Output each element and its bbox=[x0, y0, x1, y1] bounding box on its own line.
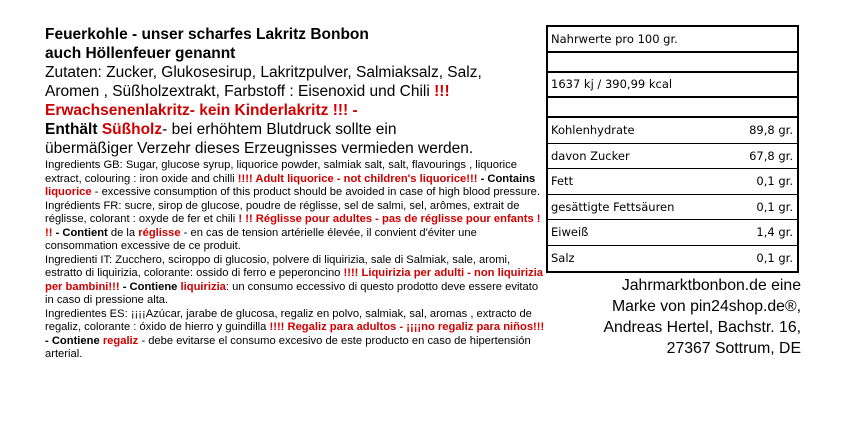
de-ingredients-1: Zutaten: Zucker, Glukosesirup, Lakritzpulver, Salmiaksalz, Salz, bbox=[45, 64, 482, 81]
address-line: 27367 Sottrum, DE bbox=[666, 340, 801, 357]
de-warning-2: übermäßiger Verzehr dieses Erzeugnisses vermieden werden. bbox=[45, 140, 474, 157]
ingredients-panel bbox=[45, 25, 545, 362]
de-ingredients-2: Aromen , Süßholzextrakt, Farbstoff : Eisenoxid und Chili !!! bbox=[45, 83, 450, 100]
nutrition-energy: 1637 kj / 390,99 kcal bbox=[551, 77, 673, 92]
nutrition-row: Kohlenhydrate 89,8 gr. bbox=[548, 118, 797, 144]
product-subtitle: auch Höllenfeuer genannt bbox=[45, 45, 236, 62]
nutrition-row: davon Zucker 67,8 gr. bbox=[548, 144, 797, 170]
nutrition-title-row bbox=[548, 27, 797, 53]
nutrition-energy-row bbox=[548, 73, 797, 99]
manufacturer-address bbox=[603, 275, 801, 359]
nutrition-title: Nahrwerte pro 100 gr. bbox=[551, 31, 678, 46]
nutrition-row: Eiweiß 1,4 gr. bbox=[548, 220, 797, 246]
de-adult-warning: Erwachsenenlakritz- kein Kinderlakritz !!! - bbox=[45, 102, 358, 119]
nutrition-row: gesättigte Fettsäuren 0,1 gr. bbox=[548, 195, 797, 221]
address-line: Andreas Hertel, Bachstr. 16, bbox=[603, 319, 801, 336]
address-line: Marke von pin24shop.de®, bbox=[611, 298, 801, 315]
translations bbox=[45, 159, 545, 362]
gb-block: Ingredients GB: Sugar, glucose syrup, liquorice powder, salmiak salt, salt, flavourings , liquorice extract, colouring : iron oxide and chilli !!!! Adult liquorice - not children's liquorice!!! - Contains liquorice - excessive consumption of this product should be avoided in case of high blood pressure. bbox=[45, 159, 541, 198]
es-block: Ingredientes ES: ¡¡¡¡Azúcar, jarabe de glucosa, regaliz en polvo, salmiak, sal, aromas , extracto de regaliz, colorante : óxido de hierro y guindilla !!!! Regaliz para adultos - ¡¡¡¡no regaliz para niños!!! - Contiene regaliz - debe evitarse el consumo excesivo de este producto en caso de hipertensión arterial. bbox=[45, 307, 545, 360]
address-line: Jahrmarktbonbon.de eine bbox=[621, 277, 801, 294]
nutrition-table bbox=[546, 25, 799, 273]
fr-block: Ingrédients FR: sucre, sirop de glucose, poudre de réglisse, sel de salmi, sel, arômes, extrait de réglisse, colorant : oxyde de fer et chili ! !! Réglisse pour adultes - pas de réglisse pour enfants ! !! - Contient de la réglisse - en cas de tension artérielle élevée, il convient d'éviter une consommation excessive de ce produit. bbox=[45, 199, 541, 252]
it-block: Ingredienti IT: Zucchero, sciroppo di glucosio, polvere di liquirizia, sale di Salmiak, sale, aromi, estratto di liquirizia, colorante: ossido di ferro e peperoncino !!!! Liquirizia per adulti - non liquirizia per bambini!!! - Contiene liquirizia: un consumo eccessivo di questo prodotto deve essere evitato in caso di pressione alta. bbox=[45, 253, 544, 306]
nutrition-row: Fett 0,1 gr. bbox=[548, 169, 797, 195]
nutrition-spacer bbox=[548, 98, 797, 118]
nutrition-row: Salz 0,1 gr. bbox=[551, 251, 793, 266]
nutrition-spacer bbox=[548, 53, 797, 73]
de-warning-1: Enthält Süßholz- bei erhöhtem Blutdruck sollte ein bbox=[45, 121, 397, 138]
product-title: Feuerkohle - unser scharfes Lakritz Bonbon bbox=[45, 26, 369, 43]
